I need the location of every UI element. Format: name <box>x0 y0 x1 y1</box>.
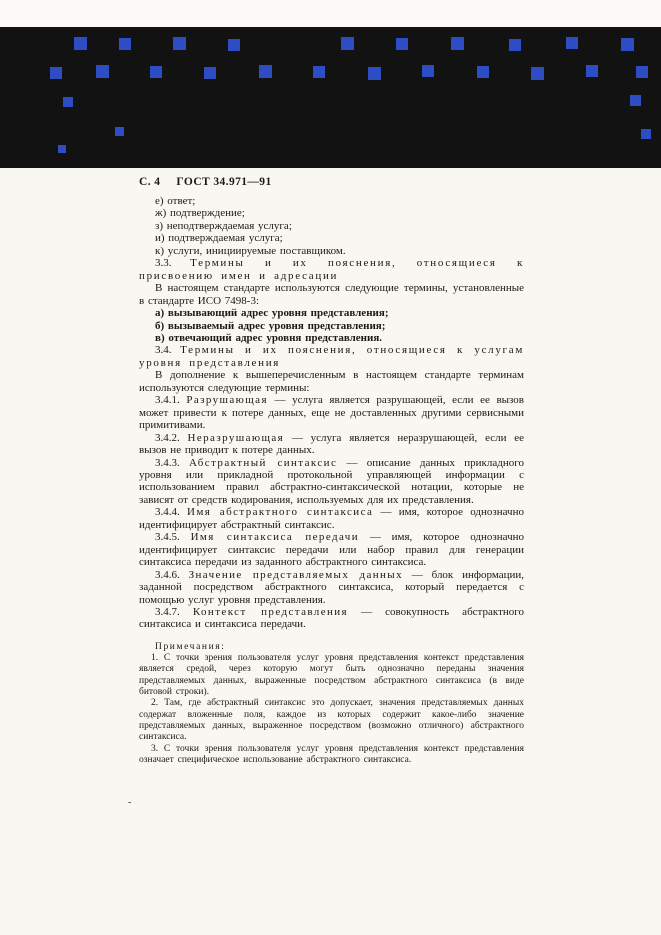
text-run: 3.4.1. <box>155 394 187 407</box>
section-heading <box>139 344 524 369</box>
text-run: и) подтверждаемая услуга; <box>155 232 283 245</box>
scan-artifact-square <box>641 129 651 139</box>
scan-artifact-square <box>368 67 381 80</box>
list-item <box>139 245 524 257</box>
text-run: — услуга является разрушающей, если ее вызов может привести к потере данных, еще не доставленных другими сервисными примитивами. <box>139 394 524 432</box>
text-run: Абстрактный синтаксис <box>189 456 338 469</box>
paragraph <box>139 282 524 307</box>
text-run: 3. С точки зрения пользователя услуг уровня представления контекст представления означает специфическое использование абстрактного синтаксиса. <box>139 743 524 765</box>
standard-designation: ГОСТ 34.971—91 <box>176 176 272 188</box>
term-definition <box>139 569 524 606</box>
text-run: Контекст представления <box>192 605 349 618</box>
text-run: — описание данных прикладного уровня или прикладной протокольной управляющей информации с использованием правил абстрактно-синтаксической нотации, которые не зависят от средств кодирования, используемых для их представления. <box>139 456 524 506</box>
text-run: е) ответ; <box>155 195 196 207</box>
text-run: В дополнение к вышеперечисленным в настоящем стандарте терминам используются следующие термины: <box>139 369 524 394</box>
text-run: Термины и их пояснения, относящиеся к услугам уровня представления <box>139 344 524 369</box>
document-body <box>139 195 524 766</box>
stray-scan-mark: - <box>128 797 132 808</box>
text-run: 3.4.5. <box>155 531 191 544</box>
text-run: а) вызывающий адрес уровня представления; <box>155 307 389 320</box>
text-run: — имя, которое однозначно идентифицирует синтаксис передачи или набор правил для генерации синтаксиса передачи из заданного абстрактного синтаксиса. <box>139 531 524 569</box>
text-run: ж) подтверждение; <box>155 207 245 220</box>
scan-edge-background <box>0 27 661 168</box>
scan-artifact-square <box>115 127 124 136</box>
scan-artifact-square <box>451 37 464 50</box>
text-run: 3.4.7. <box>155 605 193 618</box>
scan-artifact-square <box>173 37 186 50</box>
scan-artifact-square <box>509 39 521 51</box>
scan-artifact-square <box>150 66 162 78</box>
text-run: — блок информации, заданной посредством абстрактного синтаксиса, который передается с помощью услуг уровня представления. <box>139 568 524 606</box>
scan-artifact-square <box>63 97 73 107</box>
running-header <box>139 176 524 188</box>
list-item <box>139 332 524 344</box>
text-run: в) отвечающий адрес уровня представления. <box>155 331 383 344</box>
text-run: В настоящем стандарте используются следующие термины, установленные в стандарте ИСО 7498-3: <box>139 282 524 307</box>
text-run: Имя абстрактного синтаксиса <box>187 506 374 519</box>
text-run: Неразрушающая <box>187 431 285 444</box>
scan-artifact-square <box>477 66 489 78</box>
text-run: Значение представляемых данных <box>188 568 403 581</box>
text-run: Разрушающая <box>186 394 268 407</box>
text-run: 3.3. <box>155 257 191 270</box>
text-run: 2. Там, где абстрактный синтаксис это допускает, значения представляемых данных содержат вложенные поля, каждое из которых содержит какое-либо значение представляемых данных, выраженное посредством (возможно отличного) абстрактного синтаксиса. <box>139 698 524 743</box>
note <box>139 698 524 743</box>
text-run: — совокупность абстрактного синтаксиса и синтаксиса передачи. <box>139 605 524 631</box>
list-item <box>139 195 524 207</box>
text-run: Имя синтаксиса передачи <box>190 531 360 544</box>
text-run: Примечания: <box>155 641 226 652</box>
paragraph <box>139 369 524 394</box>
text-run: — имя, которое однозначно идентифицирует абстрактный синтаксис. <box>139 506 524 531</box>
note <box>139 744 524 767</box>
text-run: 3.4.4. <box>155 506 187 519</box>
term-definition <box>139 506 524 531</box>
scan-artifact-square <box>119 38 131 50</box>
scan-artifact-square <box>58 145 66 153</box>
text-run: з) неподтверждаемая услуга; <box>155 219 292 232</box>
text-run: 1. С точки зрения пользователя услуг уровня представления контекст представления является средой, через которую могут быть однозначно переданы значения представляемых данных, выраженные посредством абстрактного синтаксиса (в виде битовой строки). <box>139 653 524 698</box>
term-definition <box>139 457 524 507</box>
list-item <box>139 320 524 332</box>
text-run: 3.4. <box>155 344 181 357</box>
scan-artifact-square <box>531 67 544 80</box>
page-content <box>139 176 524 766</box>
text-run: б) вызываемый адрес уровня представления; <box>155 319 386 332</box>
document-page <box>0 168 661 935</box>
scan-artifact-square <box>621 38 634 51</box>
scan-artifact-square <box>259 65 272 78</box>
text-run: 3.4.3. <box>155 456 190 469</box>
scan-artifact-square <box>422 65 434 77</box>
note <box>139 653 524 698</box>
scan-artifact-square <box>396 38 408 50</box>
scan-artifact-square <box>313 66 325 78</box>
term-definition <box>139 432 524 457</box>
text-run: — услуга является неразрушающей, если ее вызов не приводит к потере данных. <box>139 431 525 457</box>
scan-artifact-square <box>74 37 87 50</box>
scan-artifact-square <box>228 39 240 51</box>
term-definition <box>139 394 524 431</box>
list-item <box>139 220 524 232</box>
scan-artifact-square <box>586 65 598 77</box>
term-definition <box>139 606 524 631</box>
list-item <box>139 232 524 244</box>
text-run: Термины и их пояснения, относящиеся к присвоению имен и адресации <box>139 257 524 282</box>
scan-artifact-square <box>630 95 641 106</box>
term-definition <box>139 531 524 568</box>
page-number: С. 4 <box>139 176 161 188</box>
scan-artifact-square <box>96 65 109 78</box>
scan-artifact-square <box>566 37 578 49</box>
text-run: 3.4.2. <box>155 431 188 444</box>
text-run: 3.4.6. <box>155 568 189 581</box>
text-run: к) услуги, инициируемые поставщиком. <box>155 244 346 257</box>
scan-artifact-square <box>50 67 62 79</box>
list-item <box>139 307 524 319</box>
scan-artifact-square <box>636 66 648 78</box>
scan-artifact-square <box>341 37 354 50</box>
scan-artifact-square <box>204 67 216 79</box>
notes-heading <box>139 642 524 653</box>
section-heading <box>139 257 524 282</box>
list-item <box>139 207 524 219</box>
